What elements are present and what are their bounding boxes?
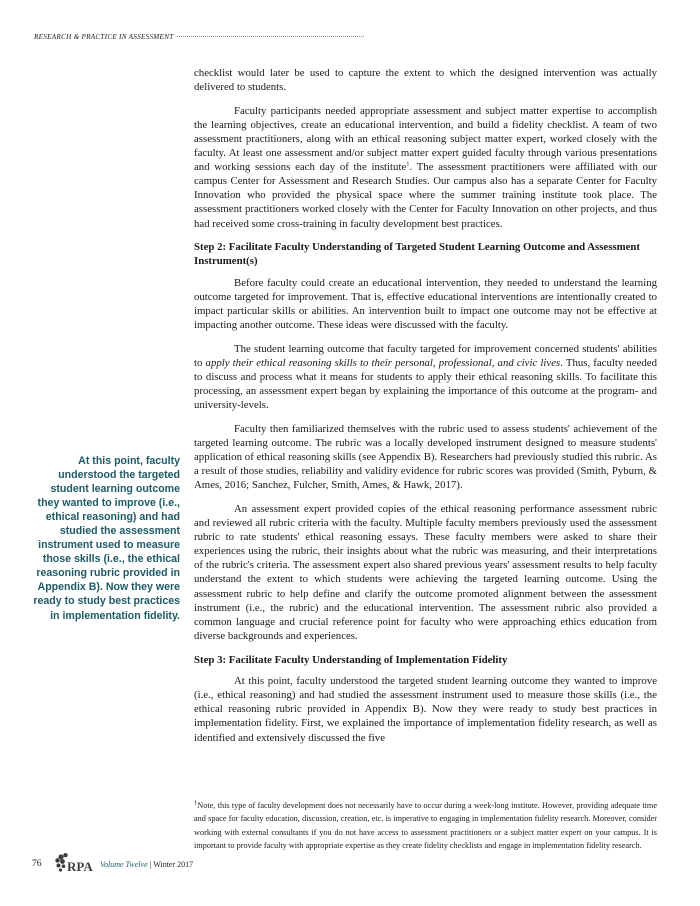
running-head — [34, 33, 364, 41]
footnote-text: Note, this type of faculty development does not necessarily have to occur during a week-long institute. However, providing adequate time and space for faculty education, discussion, creation, etc. is imperative to engaging in implementation fidelity research. Moreover, consider working with external consultants if you do not have access to assessment practitioners or a subject matter expert on your campus. It is important to provide faculty with appropriate expertise as they create fidelity checklists and engage in implementation fidelity research. — [194, 801, 657, 851]
volume-label: Volume Twelve — [100, 859, 148, 869]
issue-separator: | — [149, 859, 152, 869]
paragraph-implementation-fidelity: At this point, faculty understood the targeted student learning outcome they wanted to improve (i.e., ethical reasoning) and had studied the assessment instrument used to measure those skills (i.e., the ethical reasoning rubric provided in Appendix B). Now they were ready to study best practices in implementation fidelity. First, we explained the importance of implementation fidelity research, as well as identified and extensively discussed the five — [194, 675, 657, 744]
pull-quote: At this point, faculty understood the targeted student learning outcome they wanted to improve (i.e., ethical reasoning) and had studied the assessment instrument used to measure those skills (i.e., the ethical reasoning rubric provided in Appendix B). Now they were ready to study best practices in implementation fidelity. — [33, 455, 180, 622]
rpa-logo-icon — [54, 852, 98, 876]
page-footer — [32, 853, 193, 875]
paragraph-continued: checklist would later be used to capture the extent to which the designed intervention was actually delivered to students. — [194, 67, 657, 94]
paragraph-faculty-participants: Faculty participants needed appropriate assessment and subject matter expertise to accomplish the learning objectives, create an educational intervention, and build a fidelity checklist. A team of two assessment practitioners, along with an ethical reasoning subject matter expert, worked closely with the faculty. At least one assessment and/or subject matter expert guided faculty through various presentations and working sessions each day of the institute$^1$. The assessment practitioners were affiliated with our campus Center for Assessment and Research Studies. Our campus also has a separate Center for Faculty Innovation who provided the physical space where the summer training institute took place. The assessment practitioners worked closely with the Center for Faculty Innovation on other projects, and thus had received some cross-training in faculty development best practices. — [194, 104, 658, 230]
running-head-dotted-rule — [177, 36, 364, 37]
page-number: 76 — [32, 859, 42, 869]
footnote — [194, 799, 657, 853]
heading-step-3: Step 3: Facilitate Faculty Understanding of Implementation Fidelity — [194, 653, 508, 666]
issue-info — [100, 860, 193, 869]
running-head-text: RESEARCH & PRACTICE IN ASSESSMENT — [34, 33, 174, 41]
heading-step-2: Step 2: Facilitate Faculty Understanding of Targeted Student Learning Outcome and Assessment Instrument(s) — [194, 241, 640, 268]
paragraph-rubric: Faculty then familiarized themselves with the rubric used to assess students' achievement of the targeted learning outcome. The rubric was a locally developed instrument designed to measure students' application of ethical reasoning skills (see Appendix B). Researchers had previously studied this rubric. As a result of those studies, reliability and validity evidence for rubric scores was provided (Smith, Pyburn, & Ames, 2016; Sanchez, Fulcher, Smith, Ames, & Hawk, 2017). — [194, 422, 657, 492]
issue-label: Winter 2017 — [153, 859, 194, 869]
logo-text: RPA — [67, 859, 93, 874]
footnote-marker: 1 — [194, 799, 198, 807]
paragraph-targeted-outcome: The student learning outcome that faculty targeted for improvement concerned students' abilities to apply their ethical reasoning skills to their personal, professional, and civic lives. Thus, faculty needed to discuss and process what it means for students to apply their ethical reasoning skills. To facilitate this processing, an assessment expert began by explaining the importance of this outcome at the program- and university-levels. — [194, 342, 657, 412]
paragraph-assessment-expert: An assessment expert provided copies of the ethical reasoning performance assessment rubric and reviewed all rubric criteria with the faculty. Multiple faculty members previously used the assessment rubric to rate students' ethical reasoning essays. These faculty members were asked to share their experiences using the rubric, their insights about what the rubric was measuring, and their interpretations of the rubric's criteria. The assessment expert also shared previous years' assessment results to help faculty understand the extent to which students were achieving the targeted learning outcome. Using the assessment rubric to help define and clarify the outcome promoted alignment between the assessment instrument (i.e., the rubric) and the educational intervention. The assessment rubric also provided a common language and crucial reference point for faculty who were approaching ethics education from diverse backgrounds and experiences. — [194, 503, 657, 642]
main-text-column — [194, 66, 657, 754]
emphasis-outcome: apply their ethical reasoning skills to their personal, professional, and civic lives — [205, 356, 561, 369]
paragraph-learning-outcome: Before faculty could create an educational intervention, they needed to understand the learning outcome targeted for improvement. That is, effective educational interventions are intentionally created to impact particular skills or abilities. An intervention built to impact one outcome may not be effective at impacting another outcome. These ideas were discussed with the faculty. — [194, 276, 657, 332]
footnote-ref[interactable]: 1 — [406, 160, 410, 168]
